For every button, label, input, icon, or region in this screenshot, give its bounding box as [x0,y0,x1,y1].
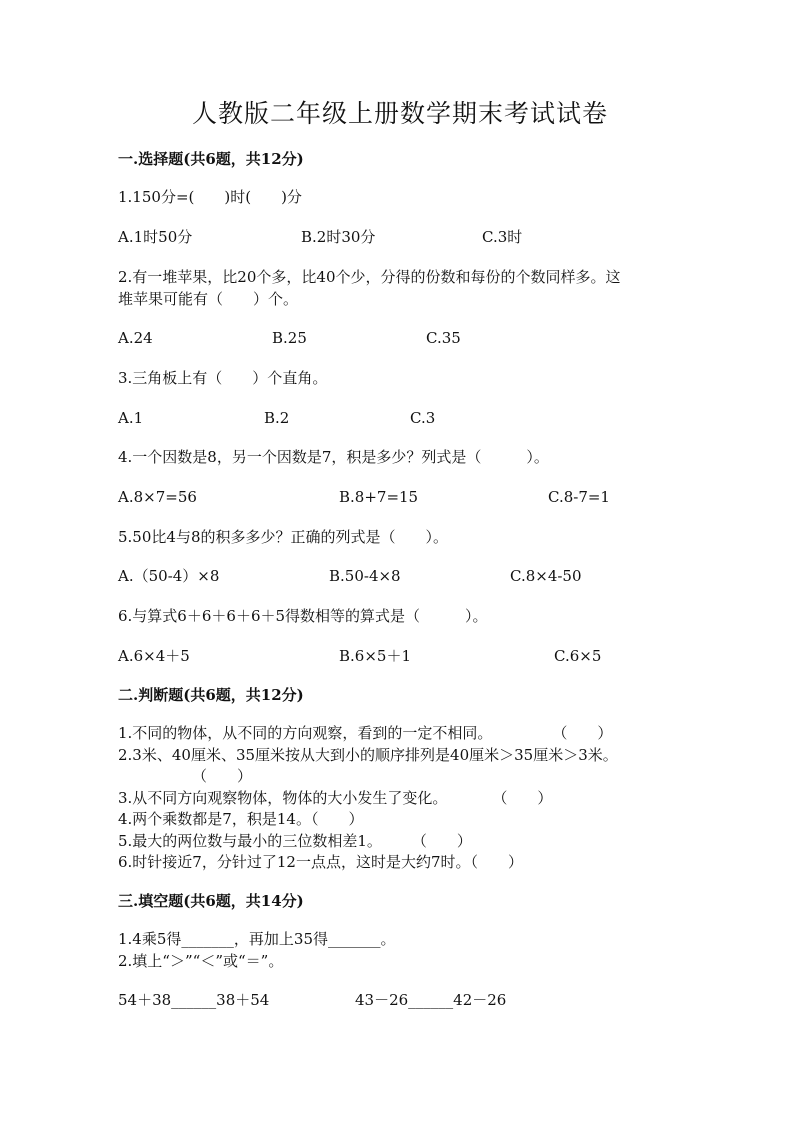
option-c: C.3时 [482,228,523,246]
option-a: A.1时50分 [118,228,193,246]
option-b: B.8+7=15 [339,488,419,506]
option-c: C.8-7=1 [548,488,610,506]
option-b: B.2时30分 [301,228,376,246]
question-text: 5.50比4与8的积多多少？正确的列式是（ ）。 [118,528,448,546]
section-heading-judge: 二.判断题(共6题，共12分) [118,686,304,704]
option-c: C.8×4-50 [510,567,582,585]
section-heading-fill: 三.填空题(共6题，共14分) [118,892,304,910]
comparison-expression: 43－26______42－26 [355,991,507,1009]
judge-item: 6.时针接近7，分针过了12一点点，这时是大约7时。（ ） [118,853,523,871]
fill-question: 2.填上“＞”“＜”或“＝”。 [118,952,284,970]
judge-item: 3.从不同方向观察物体，物体的大小发生了变化。 （ ） [118,789,553,807]
fill-question: 1.4乘5得_______，再加上35得_______。 [118,930,396,948]
option-c: C.35 [426,329,461,347]
option-a: A.8×7=56 [118,488,197,506]
question-text: 2.有一堆苹果，比20个多，比40个少，分得的份数和每份的个数同样多。这 [118,268,621,286]
question-text-cont: 堆苹果可能有（ ）个。 [118,290,299,308]
section-heading-choice: 一.选择题(共6题，共12分) [118,150,304,168]
option-a: A.6×4＋5 [118,647,190,665]
judge-item: 5.最大的两位数与最小的三位数相差1。 （ ） [118,832,472,850]
question-text: 3.三角板上有（ ）个直角。 [118,369,328,387]
option-b: B.50-4×8 [329,567,401,585]
comparison-expression: 54＋38______38＋54 [118,991,270,1009]
question-text: 6.与算式6＋6＋6＋6＋5得数相等的算式是（ ）。 [118,607,488,625]
option-b: B.2 [264,409,290,427]
option-a: A.（50-4）×8 [118,567,220,585]
judge-item-cont: （ ） [192,767,253,785]
judge-item: 4.两个乘数都是7，积是14。（ ） [118,810,364,828]
option-a: A.24 [118,329,153,347]
question-text: 4.一个因数是8，另一个因数是7，积是多少？列式是（ ）。 [118,448,549,466]
judge-item: 2.3米、40厘米、35厘米按从大到小的顺序排列是40厘米＞35厘米＞3米。 [118,746,618,764]
question-text: 1.150分=( )时( )分 [118,188,302,206]
option-b: B.25 [272,329,307,347]
option-a: A.1 [118,409,144,427]
option-c: C.3 [410,409,436,427]
option-b: B.6×5＋1 [339,647,411,665]
page-title: 人教版二年级上册数学期末考试试卷 [191,99,608,128]
judge-item: 1.不同的物体，从不同的方向观察，看到的一定不相同。 （ ） [118,724,613,742]
option-c: C.6×5 [554,647,602,665]
